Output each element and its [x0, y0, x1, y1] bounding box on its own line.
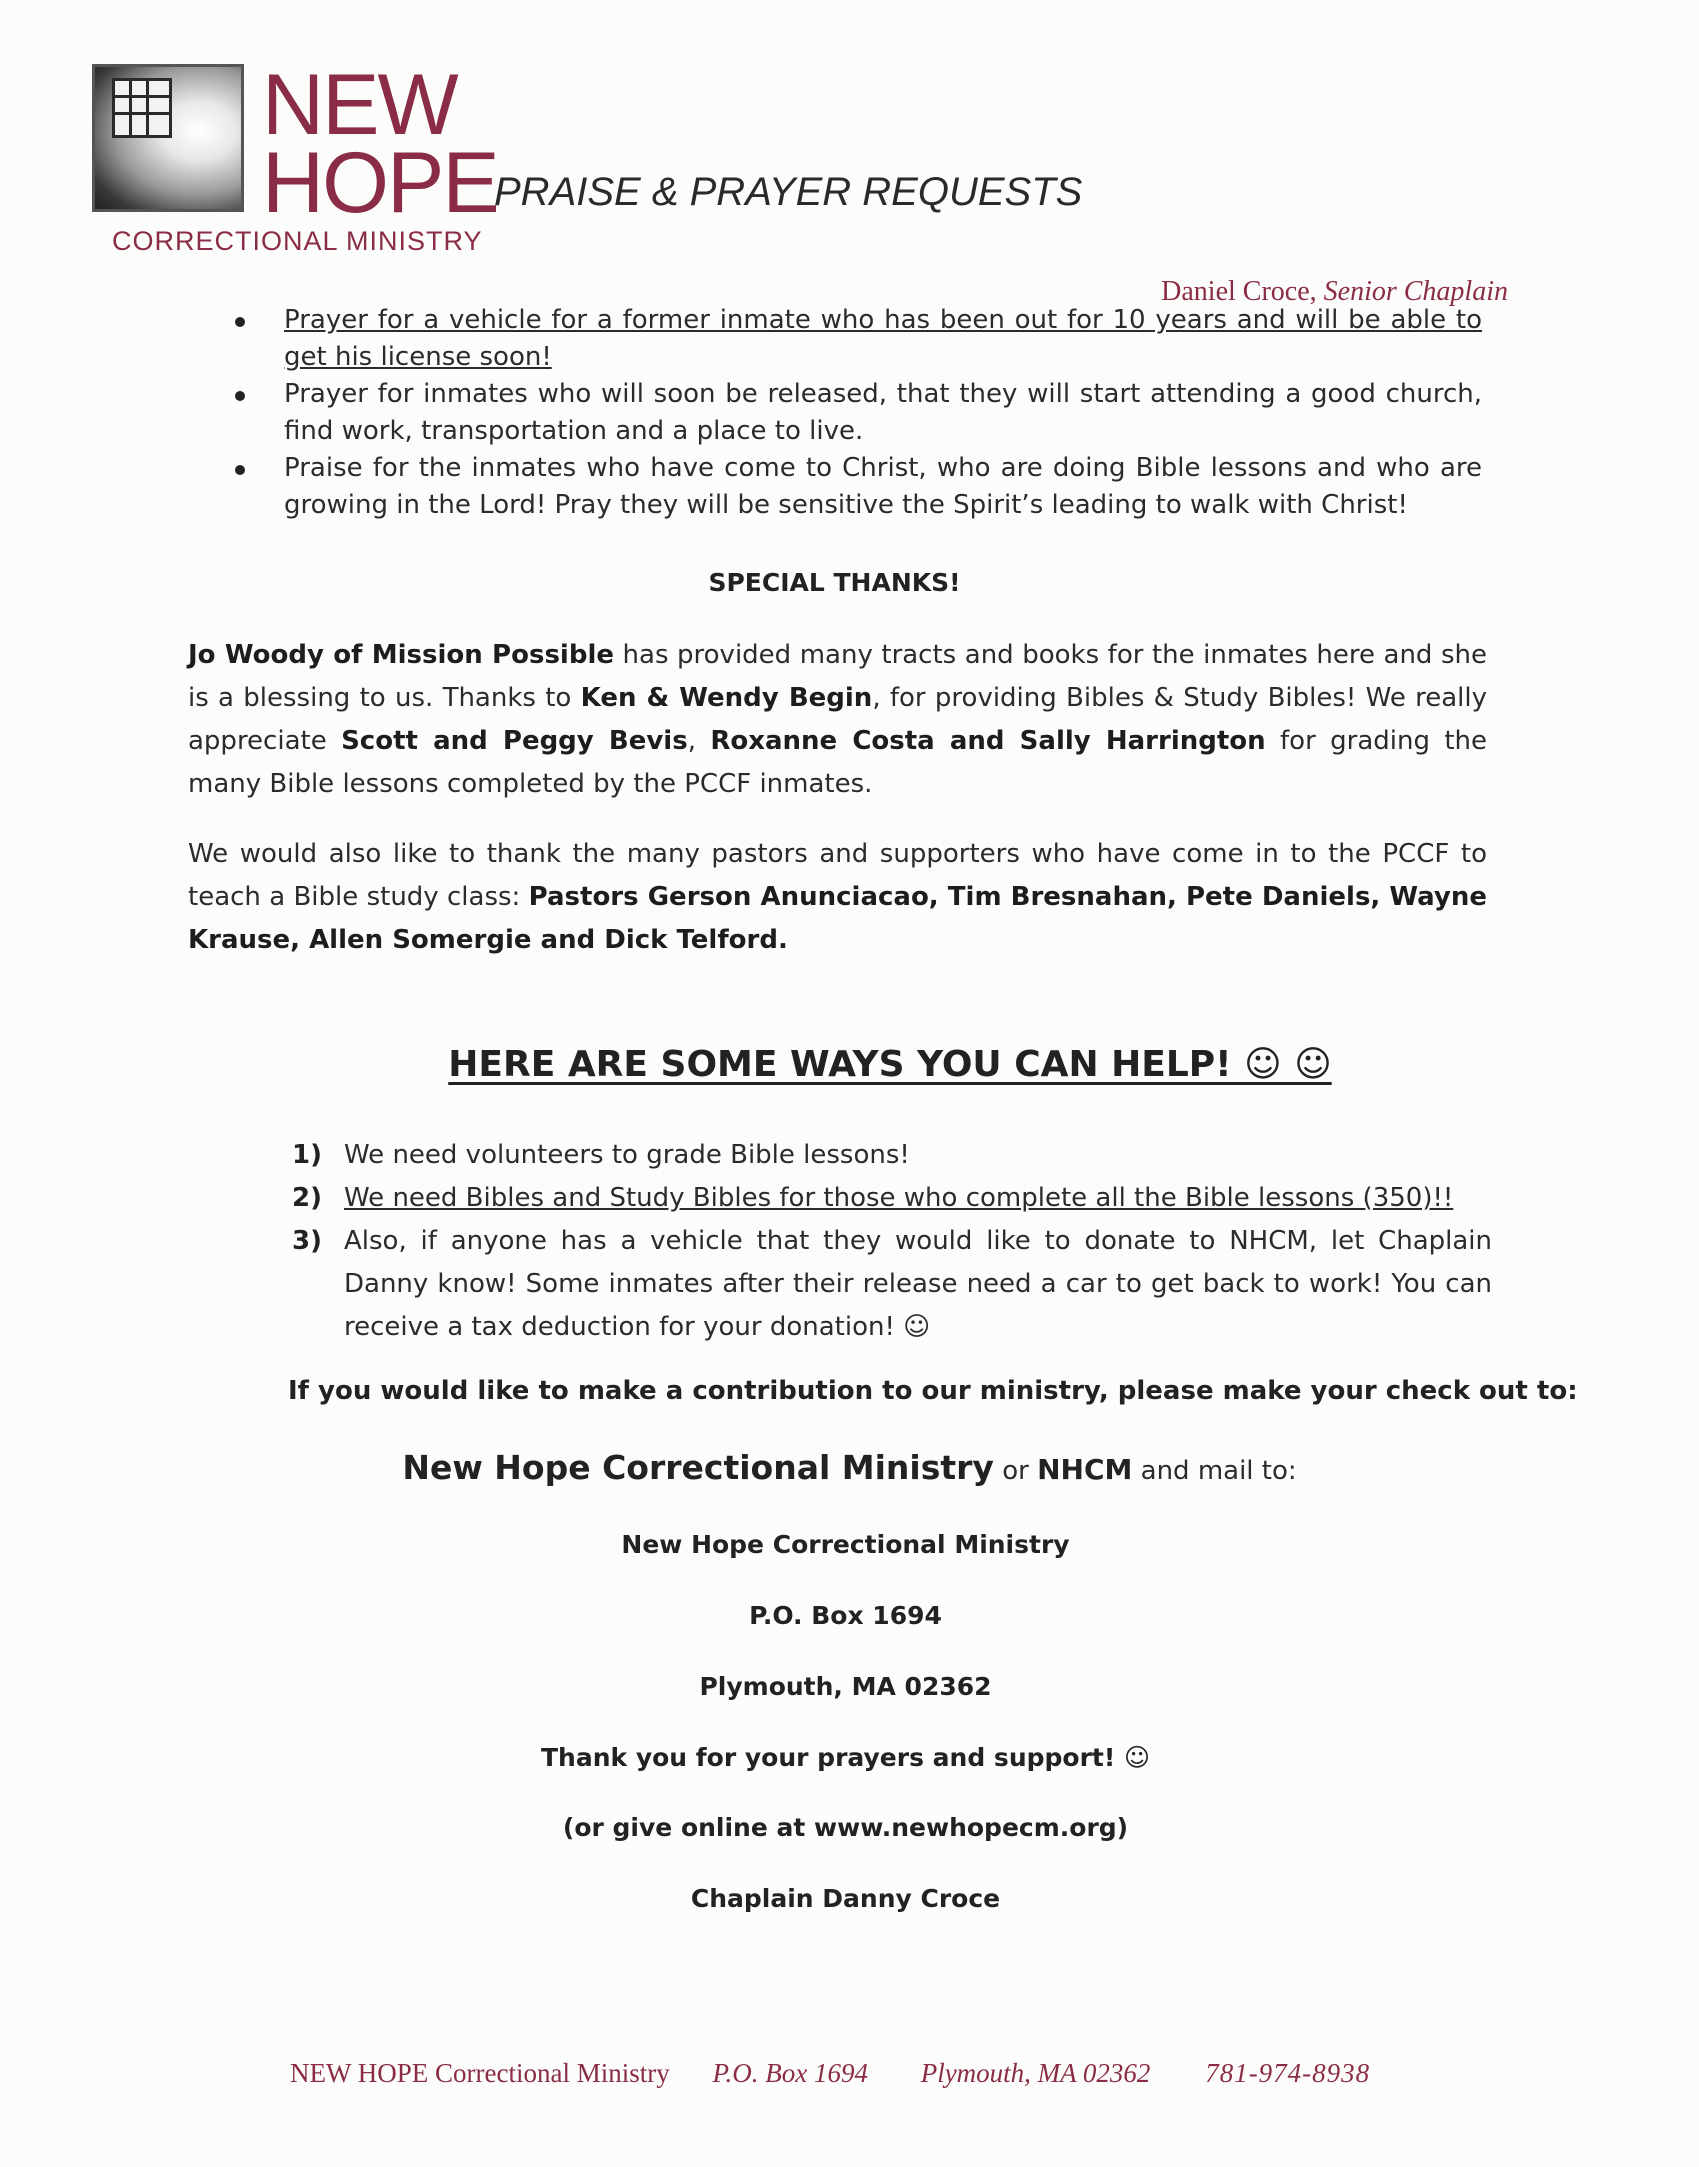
thanks-name: Roxanne Costa and Sally Harrington — [710, 726, 1266, 756]
footer-phone: 781-974-8938 — [1205, 2058, 1371, 2088]
give-online-line: (or give online at www.newhopecm.org) — [562, 1813, 1129, 1842]
item-number: 2) — [292, 1183, 322, 1213]
payee-line — [0, 1448, 1699, 1487]
mail-to-text: and mail to: — [1132, 1456, 1297, 1486]
payee-name: New Hope Correctional Ministry — [402, 1448, 994, 1487]
item-number: 3) — [292, 1226, 322, 1256]
list-item — [290, 1177, 1492, 1220]
window-bars-icon — [112, 78, 172, 138]
logo-word-new: NEW — [262, 57, 457, 153]
chaplain-name: Daniel Croce, — [1161, 276, 1317, 307]
prayer-request-text: Prayer for inmates who will soon be released, that they will start attending a good church, find work, transportation and a place to live. — [284, 379, 1482, 446]
help-item-text: Also, if anyone has a vehicle that they would like to donate to NHCM, let Chaplain Danny know! Some inmates after their release need a car to get back to work! You can receive a tax deduction for your donation! ☺ — [344, 1226, 1492, 1342]
document-title: PRAISE & PRAYER REQUESTS — [494, 170, 1083, 214]
thank-you-line: Thank you for your prayers and support! ☺ — [540, 1743, 1151, 1772]
help-item-text: We need volunteers to grade Bible lessons! — [344, 1140, 910, 1170]
thanks-text: , — [687, 726, 711, 756]
thanks-text: has provided many tracts and books for the inmates here and she is a blessing to us. Thanks to — [188, 640, 1487, 713]
thanks-name: Ken & Wendy Begin — [580, 683, 873, 713]
footer-org: NEW HOPE Correctional Ministry — [290, 2058, 670, 2088]
prayer-request-text: Prayer for a vehicle for a former inmate who has been out for 10 years and will be able to get his license soon! — [284, 305, 1482, 372]
list-item — [230, 302, 1482, 376]
address-name: New Hope Correctional Ministry — [621, 1530, 1070, 1559]
letterhead-footer — [290, 2058, 1370, 2089]
address-po-box: P.O. Box 1694 — [749, 1601, 942, 1630]
ways-to-help-text: HERE ARE SOME WAYS YOU CAN HELP! ☺ ☺ — [448, 1044, 1332, 1085]
prayer-request-text: Praise for the inmates who have come to Christ, who are doing Bible lessons and who are growing in the Lord! Pray they will be sensitive the Spirit’s leading to walk with Christ! — [284, 453, 1482, 520]
logo-word-hope: HOPE — [262, 135, 498, 231]
list-item — [230, 450, 1482, 524]
address-city: Plymouth, MA 02362 — [699, 1672, 992, 1701]
footer-city: Plymouth, MA 02362 — [920, 2058, 1151, 2088]
ways-to-help-heading — [0, 1044, 1699, 1085]
help-item-text: We need Bibles and Study Bibles for those who complete all the Bible lessons (350)!! — [344, 1183, 1454, 1213]
logo-subtitle: CORRECTIONAL MINISTRY — [112, 226, 483, 256]
list-item — [290, 1134, 1492, 1177]
pastors-list: Pastors Gerson Anunciacao, Tim Bresnahan, Pete Daniels, Wayne Krause, Allen Somergie and Dick Telford. — [188, 882, 1487, 955]
contribution-intro: If you would like to make a contribution to our ministry, please make your check out to: — [288, 1376, 1578, 1406]
item-number: 1) — [292, 1140, 322, 1170]
thanks-name: Scott and Peggy Bevis — [341, 726, 688, 756]
list-item — [230, 376, 1482, 450]
help-list — [290, 1134, 1492, 1349]
ministry-logo-image — [92, 64, 244, 212]
thanks-paragraph-2 — [188, 833, 1487, 962]
special-thanks-heading: SPECIAL THANKS! — [708, 568, 961, 597]
thanks-name: Jo Woody of Mission Possible — [188, 640, 614, 670]
thanks-paragraph-1 — [188, 634, 1487, 806]
signature-line: Chaplain Danny Croce — [690, 1884, 1001, 1913]
list-item — [290, 1220, 1492, 1349]
thanks-text: for grading the many Bible lessons completed by the PCCF inmates. — [188, 726, 1488, 799]
chaplain-title: Senior Chaplain — [1323, 276, 1508, 307]
payee-or: or — [993, 1456, 1038, 1486]
prayer-request-list — [230, 302, 1482, 524]
thanks-text: We would also like to thank the many pastors and supporters who have come in to the PCCF to teach a Bible study class: — [188, 839, 1487, 912]
thanks-text: , for providing Bibles & Study Bibles! We really appreciate — [188, 683, 1487, 756]
payee-abbreviation: NHCM — [1037, 1453, 1133, 1486]
footer-po-box: P.O. Box 1694 — [712, 2058, 868, 2088]
